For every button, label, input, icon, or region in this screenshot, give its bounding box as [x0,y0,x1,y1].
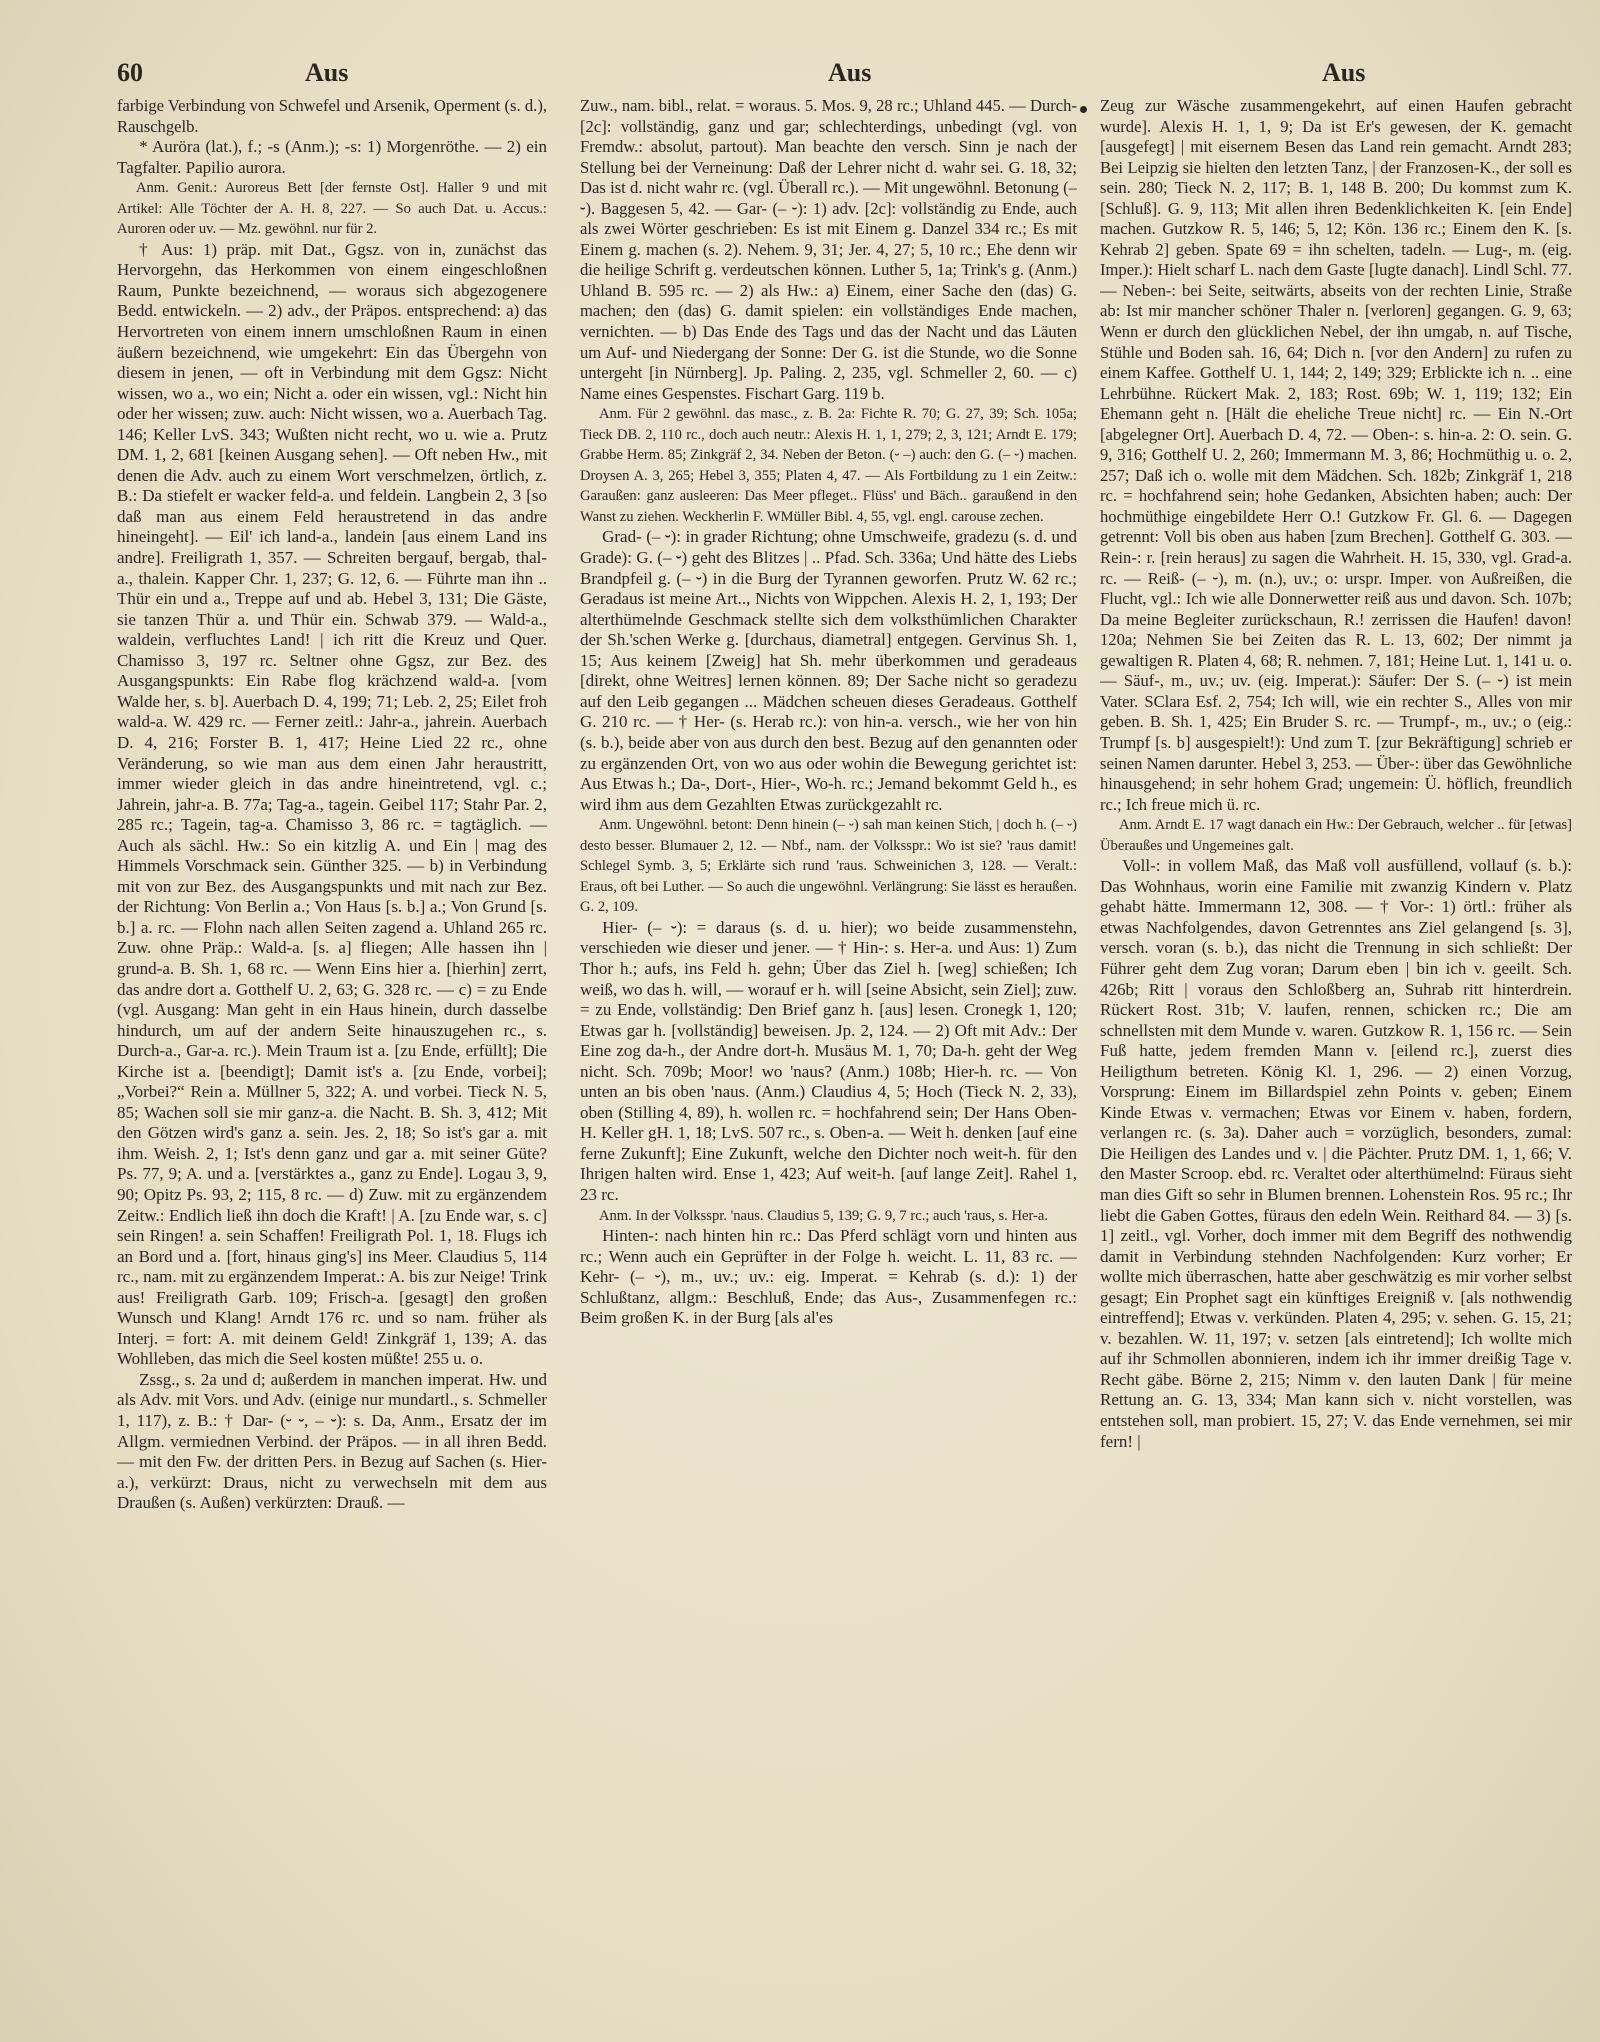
ink-dot [1080,106,1087,113]
entry-paragraph: farbige Verbindung von Schwefel und Arsenik, Operment (s. d.), Rauschgelb. [117,96,547,136]
column-1 [117,96,547,2041]
entry-paragraph: Voll-: in vollem Maß, das Maß voll ausfüllend, vollauf (s. b.): Das Wohnhaus, worin eine Familie mit zwanzig Kindern v. Platz gehabt hätte. Immermann 12, 308. — † Vor-: 1) örtl.: früher als etwas Nachfolgendes, davon Getrenntes ans Ziel gelangend [s. 3], versch. voran (s. b.), das nicht die Trennung in sich schließt: Der Führer geht dem Zug voran; Darum eben | bin ich v. geeilt. Sch. 426b; Ritt | voraus den Schloßberg an, Suhrab ritt hinterdrein. Rückert Rost. 31b; V. laufen, rennen, schicken rc.; Die am schnellsten mit dem Munde v. waren. Gutzkow R. 1, 156 rc. — Sein Fuß hatte, jedem fremden Mann v. [eilend rc.], zuerst dies Heiligthum betreten. König Kl. 1, 296. — 2) einen Vorzug, Vorsprung: Einem im Billardspiel zehn Points v. geben; Einem Kinde Etwas v. vermachen; Etwas vor Einem v. haben, fordern, verlangen rc. (s. 3a). Daher auch = vorzüglich, besonders, zumal: Die Heiligen des Landes und v. | die Pächter. Prutz DM. 1, 1, 66; V. den Master Scroop. ebd. rc. Veraltet oder alterthümelnd: Füraus sieht man dies Gift so sehr in Blumen brennen. Lohenstein Ros. 95 rc.; Ihr liebt die Gaben Gottes, füraus den edeln Wein. Reithard 84. — 3) [s. 1] zeitl., vgl. Vorher, doch immer mit dem Begriff des nothwendig damit in Verbindung stehnden Nachfolgenden: Kurz vorher; Er wollte mich überraschen, hatte aber geschwätzig es mir vorher selbst gesagt; Ein Prophet sagt ein künftiges Ereigniß v. [als nothwendig eintreffend]; Etwas v. verkünden. Platen 4, 295; v. sehen. G. 15, 21; v. bezahlen. W. 11, 197; v. setzen [als eintretend]; Ich wollte mich auf ihr Schmollen abonnieren, indem ich ihr immer dreißig Tage v. Recht gäbe. Börne 2, 215; Nimm v. den lauten Dank | für meine Rettung an. G. 13, 334; Man kann sich v. nicht vorstellen, was entstehen soll, man probiert. 15, 27; V. das Ende vernehmen, sei mir fern! | [1100,856,1572,1451]
entry-paragraph: Grad- (– ⏑): in grader Richtung; ohne Umschweife, gradezu (s. d. und Grade): G. (– ⏑) geht des Blitzes | .. Pfad. Sch. 336a; Und hätte des Liebs Brandpfeil g. (– ⏑) in die Burg der Tyrannen geworfen. Prutz W. 62 rc.; Geradaus ist meine Art.., Nichts von Wippchen. Alexis H. 2, 1, 193; Der alterthümelnde Geschmack stellte sich dem volksthümlichen Charakter der Sh.'schen Werke g. [durchaus, diametral] entgegen. Gervinus Sh. 1, 15; Aus keinem [Zweig] hat Sh. mehr überkommen und geradeaus [direkt, ohne Weitres] lernen können. 89; Der Sache nicht so geradezu auf den Leib gegangen ... Mädchen scheuen dieses Geradeaus. Gotthelf G. 210 rc. — † Her- (s. Herab rc.): von hin-a. versch., wie her von hin (s. b.), beide aber von aus durch den best. Bezug auf den genannten oder zu ergänzenden Ort, von wo aus oder wohin die Bewegung gerichtet ist: Aus Etwas h.; Da-, Dort-, Hier-, Wo-h. rc.; Jemand bekommt Geld h., es wird ihm aus dem Gezahlten Etwas zurückgezahlt rc. [580,527,1077,814]
column-2 [580,96,1077,2041]
running-head-left: Aus [305,58,349,87]
annotation-paragraph: Anm. Genit.: Auroreus Bett [der fernste Ost]. Haller 9 und mit Artikel: Alle Töchter der A. H. 8, 227. — So auch Dat. u. Accus.: Auroren oder uv. — Mz. gewöhnl. nur für 2. [117,180,547,238]
page-number: 60 [117,58,143,87]
entry-paragraph: Hier- (– ⏑): = daraus (s. d. u. hier); wo beide zusammenstehn, verschieden wie dieser und jener. — † Hin-: s. Her-a. und Aus: 1) Zum Thor h.; aufs, ins Feld h. gehn; Über das Ziel h. [weg] schießen; Ich weiß, wo das h. will, — worauf er h. will [seine Absicht, sein Ziel]; zuw. = zu Ende, vollständig: Den Brief ganz h. [aus] lesen. Cronegk 1, 120; Etwas gar h. [vollständig] beweisen. Jp. 2, 124. — 2) Oft mit Adv.: Der Eine zog da-h., der Andre dort-h. Musäus M. 1, 70; Da-h. geht der Weg nicht. Sch. 709b; Moor! wo 'naus? (Anm.) 108b; Hier-h. rc. — Von unten an bis oben 'naus. (Anm.) Claudius 4, 5; Hoch (Tieck N. 2, 33), oben (Stilling 4, 89), h. wollen rc. = hochfahrend sein; Der Hans Oben-H. Keller gH. 1, 18; LvS. 507 rc., s. Oben-a. — Weit h. denken [auf eine ferne Zukunft]; Eine Zukunft, welche den Dichter noch weit-h. für den Ihrigen halten wird. Ense 1, 423; Auf weit-h. [auf lange Zeit]. Rahel 1, 23 rc. [580,917,1077,1204]
annotation-paragraph: Anm. Ungewöhnl. betont: Denn hinein (– ⏑) sah man keinen Stich, | doch h. (– ⏑) desto besser. Blumauer 2, 12. — Nbf., nam. der Volksspr.: Wo ist sie? 'raus damit! Schlegel Symb. 3, 5; Erklärte sich rund 'raus. Schweinichen 3, 128. — Veralt.: Eraus, oft bei Luther. — So auch die ungewöhnl. Verlängrung: Sie lässt es heraußen. G. 2, 109. [580,817,1077,916]
running-head-right: Aus [1322,58,1366,87]
entry-paragraph: Zeug zur Wäsche zusammengekehrt, auf einen Haufen gebracht wurde]. Alexis H. 1, 1, 9; Da ist Er's gewesen, der K. gemacht [ausgefegt] | mit eisernem Besen das Land rein gemacht. Arndt 283; Bei Leipzig sie hielten den letzten Tanz, | der Franzosen-K., der soll es sein. 280; Tieck N. 2, 117; B. 1, 148 B. 200; Du kommst zum K. [Schluß]. G. 9, 113; Mit allen ihren Bedenklichkeiten K. [ein Ende] machen. Gutzkow R. 5, 146; 5, 12; Kön. 136 rc.; Einem den K. [s. Kehrab 2] geben. Spate 69 = ihn schelten, tadeln. — Lug-, m. (eig. Imper.): Hielt scharf L. nach dem Gaste [lugte danach]. Lindl Schl. 77. — Neben-: bei Seite, seitwärts, abseits von der rechten Linie, Straße ab: Ist mir mancher schöner Thaler n. [verloren] gegangen. G. 9, 63; Wenn er durch den glücklichen Nebel, der ihn umgab, n. auf Tische, Stühle und Boden sah. 16, 64; Dich n. [vor den Andern] zu rufen zu einem Kaffee. Gotthelf U. 1, 144; 2, 149; 329; Erblickte ich n. .. eine Lehrbühne. Rückert Mak. 2, 183; Rost. 69b; W. 1, 119; 132; Ein Ehemann geht n. [Hält die eheliche Treue nicht] rc. — Ein N.-Ort [abgelegner Ort]. Auerbach D. 4, 72. — Oben-: s. hin-a. 2: O. sein. G. 9, 316; Gotthelf U. 2, 260; Immermann M. 3, 86; Hochmüthig u. o. 2, 257; Daß ich o. wolle mit dem Mädchen. Sch. 182b; Zinkgräf 1, 218 rc. = hochfahrend sein; hohe Gedanken, Absichten haben; auch: Der hochmüthige eingebildete Herr O.! Gutzkow Fr. Gl. 6. — Dagegen getrennt: Voll bis oben aus haben [zum Brechen]. Gotthelf G. 303. — Rein-: r. [rein heraus] zu sagen die Wahrheit. H. 15, 330, vgl. Grad-a. rc. — Reiß- (– ⏑), m. (n.), uv.; o: urspr. Imper. von Außreißen, die Flucht, vgl.: Ich wie alle Donnerwetter reiß aus und davon. Sch. 107b; Da meine Begleiter zurückschaun, R.! zerrissen die Haufen! davon! 120a; Nehmen Sie bei Zeiten das R. L. 13, 602; Der nimmt ja gewaltigen R. Platen 4, 68; R. nehmen. 7, 181; Heine Lut. 1, 141 u. o. — Säuf-, m., uv.; uv. (eig. Imperat.): Säufer: Der S. (– ⏑) ist mein Vater. SClara Esf. 2, 754; Ich will, wie ein rechter S., Alles von mir geben. B. Sh. 1, 425; Ein Bruder S. rc. — Trumpf-, m., uv.; o (eig.: Trumpf [s. b] ausgespielt!): Und zum T. [zur Bekräftigung] schrieb er seinen Namen darunter. Hebel 3, 253. — Über-: über das Gewöhnliche hinausgehend; in sehr hohem Grad; ungemein: Ü. höflich, freundlich rc.; Ich freue mich ü. rc. [1100,96,1572,814]
running-head-center: Aus [828,58,872,87]
annotation-paragraph: Anm. Für 2 gewöhnl. das masc., z. B. 2a: Fichte R. 70; G. 27, 39; Sch. 105a; Tieck DB. 2, 110 rc., doch auch neutr.: Alexis H. 1, 1, 279; 2, 3, 121; Arndt E. 179; Grabbe Herm. 85; Zinkgräf 2, 34. Neben der Beton. (⏑ –) auch: den G. (– ⏑) machen. Droysen A. 3, 265; Hebel 3, 355; Platen 4, 47. — Als Fortbildung zu 1 ein Zeitw.: Garaußen: ganz ausleeren: Das Meer pfleget.. Flüss' und Bäch.. garaußend in den Wanst zu ziehen. Weckherlin F. WMüller Bibl. 4, 55, vgl. engl. carouse zechen. [580,406,1077,525]
entry-paragraph: Zssg., s. 2a und d; außerdem in manchen imperat. Hw. und als Adv. mit Vors. und Adv. (einige nur mundartl., s. Schmeller 1, 117), z. B.: † Dar- (⏑ ⏑, – ⏑): s. Da, Anm., Ersatz der im Allgm. vermiednen Verbind. der Präpos. — in all ihren Bedd. — mit den Fw. der dritten Pers. in Bezug auf Sachen (s. Hier-a.), verkürzt: Draus, nicht zu verwechseln mit dem aus Draußen (s. Außen) verkürzten: Drauß. — [117,1369,547,1513]
entry-paragraph: Hinten-: nach hinten hin rc.: Das Pferd schlägt vorn und hinten aus rc.; Wenn auch ein Geprüfter in der Folge h. weicht. L. 11, 83 rc. — Kehr- (– ⏑), m., uv.; uv.: eig. Imperat. = Kehrab (s. d.): 1) der Schlußtanz, allgm.: Beschluß, Ende; das Aus-, Zusammenfegen rc.: Beim großen K. in der Burg [als al'es [580,1226,1077,1328]
entry-paragraph: † Aus: 1) präp. mit Dat., Ggsz. von in, zunächst das Hervorgehn, das Herkommen von einem eingeschloßnen Raum, Punkte bezeichnend, — woraus sich abgezogenere Bedd. entwickeln. — 2) adv., der Präpos. entsprechend: a) das Hervortreten von einem innern umschloßnen Raum in einen äußern bezeichnend, wie umgekehrt: Ein das Übergehn von diesem in jenen, — oft in Verbindung mit dem Ggsz: Nicht wissen, wo a., wo ein; Nicht a. oder ein wissen, vgl.: Nicht hin oder her wissen; zuw. auch: Nicht wissen, wo a. Auerbach Tag. 146; Keller LvS. 343; Wußten nicht recht, wo u. wie a. Prutz DM. 1, 2, 681 [keinen Ausgang sehen]. — Oft neben Hw., mit denen die Adv. auch zu einem Wort verschmelzen, örtlich, z. B.: Da stiefelt er wacker feld-a. und feldein. Langbein 2, 3 [so daß man aus einem Feld heraustretend in das andre hineingeht]. — Eil' ich land-a., landein [aus einem Land ins andre]. Freiligrath 1, 357. — Schreiten bergauf, bergab, thal-a., thalein. Kapper Chr. 1, 237; G. 12, 6. — Führte man ihn .. Thür ein und a., Treppe auf und ab. Hebel 3, 131; Die Gäste, sie tanzen Thür a. und Thür ein. Schwab 379. — Wald-a., waldein, verfluchtes Land! | ich ritt die Kreuz und Quer. Chamisso 3, 197 rc. Seltner ohne Ggsz, zur Bez. des Ausgangspunkts: Ein Rabe flog krächzend wald-a. [vom Walde her, s. b]. Auerbach D. 4, 199; 71; Leb. 2, 25; Eilet froh wald-a. W. 429 rc. — Ferner zeitl.: Jahr-a., jahrein. Auerbach D. 4, 216; Forster B. 1, 417; Heine Lied 22 rc., ohne Veränderung, so wie man aus dem einen Jahr heraustritt, immer wieder gleich in das andre hineintretend, vgl. c.; Jahrein, jahr-a. B. 77a; Tag-a., tagein. Geibel 117; Stahr Par. 2, 285 rc.; Tagein, tag-a. Chamisso 3, 86 rc. = tagtäglich. — Auch als sächl. Hw.: So ein kitzlig A. und Ein | mag des Himmels Vorschmack sein. Günther 325. — b) in Verbindung mit von zur Bez. des Ausgangspunkts und mit nach zur Bez. der Richtung: Von Berlin a.; Von Haus [s. b.] a.; Von Grund [s. b.] a. rc. — Flohn nach allen Seiten zagend a. Uhland 265 rc. Zuw. ohne Präp.: Wald-a. [s. a] fliegen; Alle hassen ihn | grund-a. B. Sh. 1, 68 rc. — Wenn Eins hier a. [hierhin] zerrt, das andre dort a. Gotthelf U. 2, 63; G. 328 rc. — c) = zu Ende (vgl. Ausgang: Man geht in ein Haus hinein, durch dasselbe hindurch, um auf der andern Seite hinauszugehen rc., s. Durch-a., Gar-a. rc.). Mein Traum ist a. [zu Ende, erfüllt]; Die Kirche ist a. [beendigt]; Damit ist's a. [zu Ende, vorbei]; „Vorbei?“ Rein a. Müllner 5, 322; A. und vorbei. Tieck N. 5, 85; Wachen soll sie mir ganz-a. die Nacht. B. Sh. 3, 412; Mit den Götzen wird's ganz a. sein. Jes. 2, 18; So ist's gar a. mit ihm. Weish. 2, 1; Ist's denn ganz und gar a. mit seiner Güte? Ps. 77, 9; A. und a. [verstärktes a., ganz zu Ende]. Logau 3, 9, 90; Opitz Ps. 93, 2; 115, 8 rc. — d) Zuw. mit zu ergänzendem Zeitw.: Endlich ließ ihn doch die Kraft! | A. [zu Ende war, s. c] sein Ringen! a. sein Schaffen! Freiligrath Pol. 1, 18. Flugs ich an Bord und a. [fort, hinaus ging's] ins Meer. Claudius 5, 114 rc., nam. mit zu ergänzendem Imperat.: A. bis zur Neige! Trink aus! Freiligrath Garb. 109; Frisch-a. [gesagt] den großen Wunsch und Klang! Arndt 176 rc. und so nam. früher als Interj. = fort: A. mit deinem Geld! Zinkgräf 1, 139; A. das Wohlleben, das mich die Seel kosten müßte! 255 u. o. [117,239,547,1369]
annotation-paragraph: Anm. Arndt E. 17 wagt danach ein Hw.: Der Gebrauch, welcher .. für [etwas] Überaußes und Ungemeines galt. [1100,817,1572,854]
annotation-paragraph: Anm. In der Volksspr. 'naus. Claudius 5, 139; G. 9, 7 rc.; auch 'raus, s. Her-a. [598,1207,1049,1224]
entry-paragraph: Zuw., nam. bibl., relat. = woraus. 5. Mos. 9, 28 rc.; Uhland 445. — Durch- [2c]: vollständig, ganz und gar; schlechterdings, unbedingt (vgl. von Fremdw.: absolut, partout). Man beachte den versch. Sinn je nach der Stellung bei der Verneinung: Daß der Lehrer nicht d. wahr sei. G. 18, 32; Das ist d. nicht wahr rc. (vgl. Überall rc.). — Mit ungewöhnl. Betonung (– ⏑). Baggesen 5, 42. — Gar- (– ⏑): 1) adv. [2c]: vollständig zu Ende, auch als zwei Wörter geschrieben: Es ist mit Einem g. Danzel 334 rc.; Es mit Einem g. machen (s. 2). Nehem. 9, 31; Jer. 4, 27; 5, 10 rc.; Ehe denn wir die heilige Schrift g. verdeutschen können. Luther 5, 1a; Trink's g. (Anm.) Uhland B. 595 rc. — 2) als Hw.: a) Einem, einer Sache den (das) G. machen; den (das) G. damit spielen: ein vollständiges Ende machen, vernichten. — b) Das Ende des Tags und das der Nacht und das Läuten um Auf- und Niedergang der Sonne: Der G. ist die Stunde, wo die Sonne untergeht [in Nürnberg]. Jp. Paling. 2, 235, vgl. Schmeller 2, 60. — c) Name eines Gespenstes. Fischart Garg. 119 b. [580,96,1077,403]
column-3 [1100,96,1572,2041]
entry-paragraph: * Auröra (lat.), f.; -s (Anm.); -s: 1) Morgenröthe. — 2) ein Tagfalter. Papilio aurora. [117,137,547,177]
